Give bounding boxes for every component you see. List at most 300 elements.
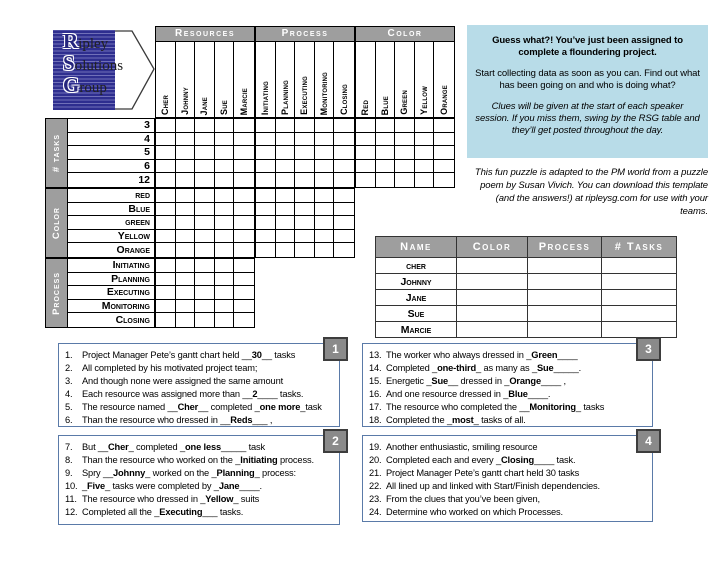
grid-cell[interactable]	[276, 173, 296, 187]
grid-cell[interactable]	[195, 243, 215, 257]
column-label-text: Green	[399, 90, 410, 115]
grid-cell[interactable]	[156, 259, 176, 273]
grid-cell[interactable]	[434, 173, 454, 187]
row-label-closing: Closing	[115, 314, 150, 327]
grid-cell[interactable]	[415, 146, 435, 160]
grid-cell[interactable]	[156, 173, 176, 187]
grid-cell[interactable]	[215, 173, 235, 187]
grid-cell[interactable]	[295, 160, 315, 174]
grid-cell[interactable]	[315, 173, 335, 187]
column-label-executing	[295, 42, 315, 117]
grid-cell[interactable]	[195, 173, 215, 187]
clue-item	[369, 441, 646, 454]
answer-process-cell[interactable]	[528, 322, 602, 338]
column-group-title: Resources	[156, 27, 254, 42]
grid-cell[interactable]	[256, 133, 276, 147]
grid-cell[interactable]	[234, 160, 254, 174]
clue-number: 1.	[65, 350, 73, 360]
grid-cell[interactable]	[334, 189, 354, 203]
grid-cell[interactable]	[415, 173, 435, 187]
grid-cell[interactable]	[395, 119, 415, 133]
answer-color-cell[interactable]	[457, 306, 528, 322]
row-label-column	[68, 119, 154, 187]
clue-number: 13.	[369, 350, 382, 360]
grid-cell[interactable]	[315, 230, 335, 244]
grid-cell[interactable]	[215, 286, 235, 300]
grid-cell[interactable]	[256, 216, 276, 230]
clue-number: 3.	[65, 375, 73, 386]
grid-cell[interactable]	[195, 189, 215, 203]
grid-cell[interactable]	[276, 160, 296, 174]
grid-cell[interactable]	[256, 160, 276, 174]
clue-item	[65, 441, 333, 454]
grid-cell[interactable]	[215, 133, 235, 147]
grid-cell[interactable]	[156, 273, 176, 287]
grid-cell[interactable]	[376, 160, 396, 174]
grid-cell[interactable]	[234, 243, 254, 257]
row-label-monitoring: Monitoring	[68, 300, 154, 314]
grid-cell[interactable]	[234, 173, 254, 187]
clue-number: 5.	[65, 401, 73, 412]
clue-box-2-badge: 2	[323, 429, 348, 453]
grid-cell[interactable]	[295, 119, 315, 133]
grid-cell[interactable]	[156, 230, 176, 244]
row-label-orange: Orange	[116, 244, 150, 257]
answer-tasks-cell[interactable]	[602, 274, 677, 290]
logo-word	[63, 52, 123, 74]
row-label-12: 12	[138, 174, 150, 187]
column-label-red	[356, 42, 376, 117]
grid-cell[interactable]	[276, 119, 296, 133]
grid-cell[interactable]	[195, 203, 215, 217]
column-label-text: Closing	[339, 84, 350, 115]
grid-cell[interactable]	[215, 216, 235, 230]
grid-cell[interactable]	[315, 146, 335, 160]
column-group-title: Process	[256, 27, 354, 42]
column-label-johnny	[176, 42, 196, 117]
grid-cell[interactable]	[215, 203, 235, 217]
grid-cell[interactable]	[434, 160, 454, 174]
grid-cell[interactable]	[376, 173, 396, 187]
grid-cell[interactable]	[215, 273, 235, 287]
clue-number: 22.	[369, 480, 382, 491]
row-group-title	[46, 119, 68, 187]
grid-cell[interactable]	[256, 189, 276, 203]
column-label-text: Cher	[160, 95, 171, 115]
answer-header-process: Process	[528, 237, 602, 258]
grid-cell[interactable]	[176, 273, 196, 287]
callout-note: Clues will be given at the start of each speaker session. If you miss them, swing by the RSG table and they’ll get posted throughout the day.	[475, 101, 700, 136]
clue-text: Completed each and every _Closing____ task.	[386, 454, 576, 465]
grid-cell[interactable]	[334, 203, 354, 217]
grid-cell[interactable]	[215, 313, 235, 327]
clue-list-4	[369, 441, 646, 518]
clue-text: Than the resource who worked on the _Initiating process.	[82, 454, 314, 465]
clue-item	[65, 454, 333, 467]
grid-block	[255, 118, 355, 188]
grid-cell[interactable]	[434, 133, 454, 147]
grid-cell[interactable]	[276, 203, 296, 217]
answer-tasks-cell[interactable]	[602, 258, 677, 274]
clue-item	[369, 388, 646, 401]
grid-cell[interactable]	[234, 203, 254, 217]
rsg-logo	[46, 24, 160, 114]
clue-box-4	[362, 435, 653, 522]
grid-cell[interactable]	[276, 189, 296, 203]
grid-cell[interactable]	[256, 243, 276, 257]
clue-item	[65, 388, 333, 401]
column-label-text: Planning	[279, 80, 290, 115]
grid-cell[interactable]	[156, 286, 176, 300]
grid-cell[interactable]	[176, 119, 196, 133]
column-label-row	[356, 42, 454, 117]
column-label-green	[395, 42, 415, 117]
grid-band-tasks	[155, 118, 455, 188]
grid-cell[interactable]	[295, 243, 315, 257]
clue-item	[65, 414, 333, 427]
grid-cell[interactable]	[215, 119, 235, 133]
logo-word-rest: olutions	[74, 58, 124, 74]
answer-process-cell[interactable]	[528, 290, 602, 306]
grid-cell[interactable]	[434, 119, 454, 133]
grid-cell[interactable]	[195, 286, 215, 300]
grid-cell[interactable]	[276, 243, 296, 257]
clue-number: 18.	[369, 414, 382, 425]
column-label-text: Johnny	[179, 87, 190, 115]
column-label-initiating	[256, 42, 276, 117]
grid-cell[interactable]	[334, 146, 354, 160]
grid-block	[255, 188, 355, 258]
grid-cell[interactable]	[376, 133, 396, 147]
answer-name-cell: cher	[376, 258, 457, 274]
grid-cell[interactable]	[295, 216, 315, 230]
grid-cell[interactable]	[276, 133, 296, 147]
grid-cell[interactable]	[395, 133, 415, 147]
clue-text: Project Manager Pete’s gantt chart held 30 tasks	[386, 467, 580, 478]
grid-block	[155, 188, 255, 258]
grid-cell[interactable]	[195, 160, 215, 174]
grid-cell[interactable]	[315, 133, 335, 147]
grid-cell[interactable]	[315, 243, 335, 257]
grid-cell[interactable]	[156, 216, 176, 230]
clue-number: 17.	[369, 401, 382, 412]
grid-band-process	[155, 258, 255, 328]
clue-number: 16.	[369, 388, 382, 399]
grid-cell[interactable]	[234, 119, 254, 133]
logo-word	[63, 30, 123, 52]
clue-number: 8.	[65, 454, 73, 465]
clue-text: The resource who completed the __Monitoring_ tasks	[386, 401, 605, 412]
grid-cell[interactable]	[234, 273, 254, 287]
grid-cell[interactable]	[176, 230, 196, 244]
answer-tasks-cell[interactable]	[602, 290, 677, 306]
grid-cell[interactable]	[176, 216, 196, 230]
clue-item	[369, 506, 646, 519]
grid-cell[interactable]	[356, 173, 376, 187]
grid-cell[interactable]	[295, 133, 315, 147]
grid-cell[interactable]	[334, 243, 354, 257]
grid-cell[interactable]	[234, 259, 254, 273]
grid-cell[interactable]	[295, 173, 315, 187]
grid-cell[interactable]	[295, 146, 315, 160]
answer-header-tasks: # Tasks	[602, 237, 677, 258]
answer-tasks-cell[interactable]	[602, 322, 677, 338]
grid-cell[interactable]	[215, 146, 235, 160]
grid-cell[interactable]	[234, 286, 254, 300]
grid-cell[interactable]	[156, 300, 176, 314]
grid-cell[interactable]	[176, 160, 196, 174]
grid-cell[interactable]	[234, 146, 254, 160]
row-label-column	[68, 189, 154, 257]
row-group-color	[45, 188, 155, 258]
clue-list-3	[369, 349, 646, 426]
answer-tasks-cell[interactable]	[602, 306, 677, 322]
answer-process-cell[interactable]	[528, 258, 602, 274]
answer-name-cell: Johnny	[376, 274, 457, 290]
answer-color-cell[interactable]	[457, 274, 528, 290]
grid-cell[interactable]	[334, 160, 354, 174]
grid-cell[interactable]	[195, 230, 215, 244]
row-label-column	[68, 259, 154, 327]
grid-cell[interactable]	[156, 203, 176, 217]
grid-cell[interactable]	[176, 133, 196, 147]
column-label-text: Executing	[299, 76, 310, 115]
column-label-text: Jane	[199, 96, 210, 115]
clue-number: 4.	[65, 388, 73, 399]
grid-cell[interactable]	[156, 189, 176, 203]
grid-block	[355, 118, 455, 188]
grid-cell[interactable]	[195, 216, 215, 230]
grid-cell[interactable]	[195, 119, 215, 133]
clue-item	[369, 480, 646, 493]
answer-row-sue	[376, 306, 677, 322]
clue-text: Project Manager Pete’s gantt chart held __30__ tasks	[82, 350, 296, 360]
grid-cell[interactable]	[256, 173, 276, 187]
grid-column-headers	[155, 26, 455, 118]
grid-cell[interactable]	[415, 133, 435, 147]
clue-box-1-badge: 1	[323, 337, 348, 361]
grid-cell[interactable]	[176, 259, 196, 273]
answer-color-cell[interactable]	[457, 322, 528, 338]
column-group-color	[355, 26, 455, 118]
grid-cell[interactable]	[234, 300, 254, 314]
clue-item	[65, 493, 333, 506]
grid-cell[interactable]	[376, 146, 396, 160]
grid-cell[interactable]	[195, 259, 215, 273]
clue-text: Energetic _Sue__ dressed in _Orange____ ,	[386, 375, 566, 386]
grid-cell[interactable]	[176, 313, 196, 327]
grid-cell[interactable]	[195, 300, 215, 314]
grid-cell[interactable]	[415, 119, 435, 133]
logo-initial: R	[63, 29, 79, 53]
answer-header-name: Name	[376, 237, 457, 258]
row-group-tasks	[45, 118, 155, 188]
grid-cell[interactable]	[334, 119, 354, 133]
grid-cell[interactable]	[176, 146, 196, 160]
clue-item	[369, 454, 646, 467]
logo-word-rest: roup	[79, 80, 107, 96]
clue-text: The resource named __Cher__ completed _one more_task	[82, 401, 322, 412]
grid-cell[interactable]	[195, 273, 215, 287]
grid-cell[interactable]	[215, 259, 235, 273]
grid-cell[interactable]	[376, 119, 396, 133]
column-label-planning	[276, 42, 296, 117]
grid-row-labels	[45, 118, 155, 328]
clue-list-1	[65, 349, 333, 426]
grid-cell[interactable]	[176, 189, 196, 203]
grid-cell[interactable]	[256, 119, 276, 133]
grid-cell[interactable]	[434, 146, 454, 160]
row-label-5: 5	[68, 146, 154, 160]
column-label-sue	[215, 42, 235, 117]
clue-item	[65, 506, 333, 519]
answer-row-cher	[376, 258, 677, 274]
grid-cell[interactable]	[315, 216, 335, 230]
grid-cell[interactable]	[334, 133, 354, 147]
answer-color-cell[interactable]	[457, 258, 528, 274]
clue-text: Spry __Johnny_ worked on the _Planning_ process:	[82, 467, 296, 478]
grid-cell[interactable]	[395, 173, 415, 187]
grid-cell[interactable]	[176, 203, 196, 217]
grid-cell[interactable]	[276, 216, 296, 230]
grid-cell[interactable]	[176, 243, 196, 257]
grid-cell[interactable]	[356, 160, 376, 174]
grid-cell[interactable]	[334, 230, 354, 244]
column-label-text: Monitoring	[319, 71, 330, 115]
column-label-text: Sue	[219, 100, 230, 115]
grid-cell[interactable]	[176, 173, 196, 187]
clue-number: 12.	[65, 506, 78, 517]
grid-cell[interactable]	[215, 230, 235, 244]
row-group-title-text: Process	[51, 271, 62, 315]
logo-initial: S	[63, 51, 75, 75]
logo-words	[63, 30, 123, 96]
answer-row-marcie	[376, 322, 677, 338]
grid-cell[interactable]	[234, 230, 254, 244]
clue-box-3-badge: 3	[636, 337, 661, 361]
grid-cell[interactable]	[334, 173, 354, 187]
grid-cell[interactable]	[195, 146, 215, 160]
row-label-red: red	[68, 189, 154, 203]
column-label-text: Blue	[379, 95, 390, 115]
clue-text: The resource who dressed in _Yellow_ suits	[82, 493, 260, 504]
clue-number: 2.	[65, 362, 73, 373]
grid-cell[interactable]	[395, 160, 415, 174]
grid-cell[interactable]	[315, 160, 335, 174]
answer-header-color: Color	[457, 237, 528, 258]
clue-item	[369, 414, 646, 427]
clue-number: 21.	[369, 467, 382, 478]
column-label-row	[156, 42, 254, 117]
grid-cell[interactable]	[234, 133, 254, 147]
grid-cell[interactable]	[356, 146, 376, 160]
clue-item	[65, 362, 333, 375]
clue-text: _Five_ tasks were completed by _Jane____.	[82, 480, 262, 491]
grid-cell[interactable]	[356, 119, 376, 133]
grid-cell[interactable]	[215, 189, 235, 203]
grid-cell[interactable]	[156, 160, 176, 174]
grid-cell[interactable]	[295, 189, 315, 203]
clue-number: 9.	[65, 467, 73, 478]
grid-cell[interactable]	[156, 133, 176, 147]
grid-cell[interactable]	[295, 203, 315, 217]
answer-process-cell[interactable]	[528, 274, 602, 290]
grid-cell[interactable]	[315, 119, 335, 133]
clue-box-3	[362, 343, 653, 427]
grid-cell[interactable]	[215, 243, 235, 257]
column-label-monitoring	[315, 42, 335, 117]
row-group-process	[45, 258, 155, 328]
grid-cell[interactable]	[156, 119, 176, 133]
clue-item	[369, 467, 646, 480]
answer-table-body	[376, 258, 677, 338]
clue-text: Another enthusiastic, smiling resource	[386, 442, 538, 452]
grid-cell[interactable]	[156, 313, 176, 327]
clue-item	[369, 493, 646, 506]
grid-cell[interactable]	[176, 286, 196, 300]
column-group-title: Color	[356, 27, 454, 42]
clue-number: 15.	[369, 375, 382, 386]
clue-item	[65, 349, 333, 362]
grid-cell[interactable]	[415, 160, 435, 174]
clue-number: 20.	[369, 454, 382, 465]
clue-text: All completed by his motivated project team;	[82, 362, 258, 373]
grid-cell[interactable]	[295, 230, 315, 244]
grid-cell[interactable]	[195, 133, 215, 147]
grid-cell[interactable]	[276, 230, 296, 244]
clue-number: 7.	[65, 442, 73, 452]
grid-cell[interactable]	[356, 133, 376, 147]
row-label-executing: Executing	[68, 286, 154, 300]
grid-cell[interactable]	[276, 146, 296, 160]
column-label-jane	[195, 42, 215, 117]
grid-block	[155, 118, 255, 188]
grid-cell[interactable]	[315, 189, 335, 203]
grid-cell[interactable]	[395, 146, 415, 160]
grid-cell[interactable]	[315, 203, 335, 217]
column-label-blue	[376, 42, 396, 117]
clue-item	[369, 375, 646, 388]
clue-item	[65, 467, 333, 480]
grid-cell[interactable]	[334, 216, 354, 230]
clue-box-1	[58, 343, 340, 427]
clue-box-2	[58, 435, 340, 525]
grid-cell[interactable]	[256, 146, 276, 160]
grid-cell[interactable]	[176, 300, 196, 314]
grid-cell[interactable]	[215, 160, 235, 174]
answer-color-cell[interactable]	[457, 290, 528, 306]
row-group-title	[46, 259, 68, 327]
clue-item	[369, 362, 646, 375]
row-label-green: green	[68, 216, 154, 230]
clue-text: Completed the _most_ tasks of all.	[386, 414, 526, 425]
clue-number: 14.	[369, 362, 382, 373]
clue-item	[65, 480, 333, 493]
grid-cell[interactable]	[256, 203, 276, 217]
grid-cell[interactable]	[215, 300, 235, 314]
grid-cell[interactable]	[234, 216, 254, 230]
grid-cell[interactable]	[195, 313, 215, 327]
grid-cell[interactable]	[156, 146, 176, 160]
answer-name-cell: Marcie	[376, 322, 457, 338]
grid-cell[interactable]	[156, 243, 176, 257]
grid-cell[interactable]	[256, 230, 276, 244]
clue-item	[369, 401, 646, 414]
grid-cell[interactable]	[234, 189, 254, 203]
answer-process-cell[interactable]	[528, 306, 602, 322]
grid-cell[interactable]	[234, 313, 254, 327]
column-label-text: Yellow	[419, 86, 430, 115]
